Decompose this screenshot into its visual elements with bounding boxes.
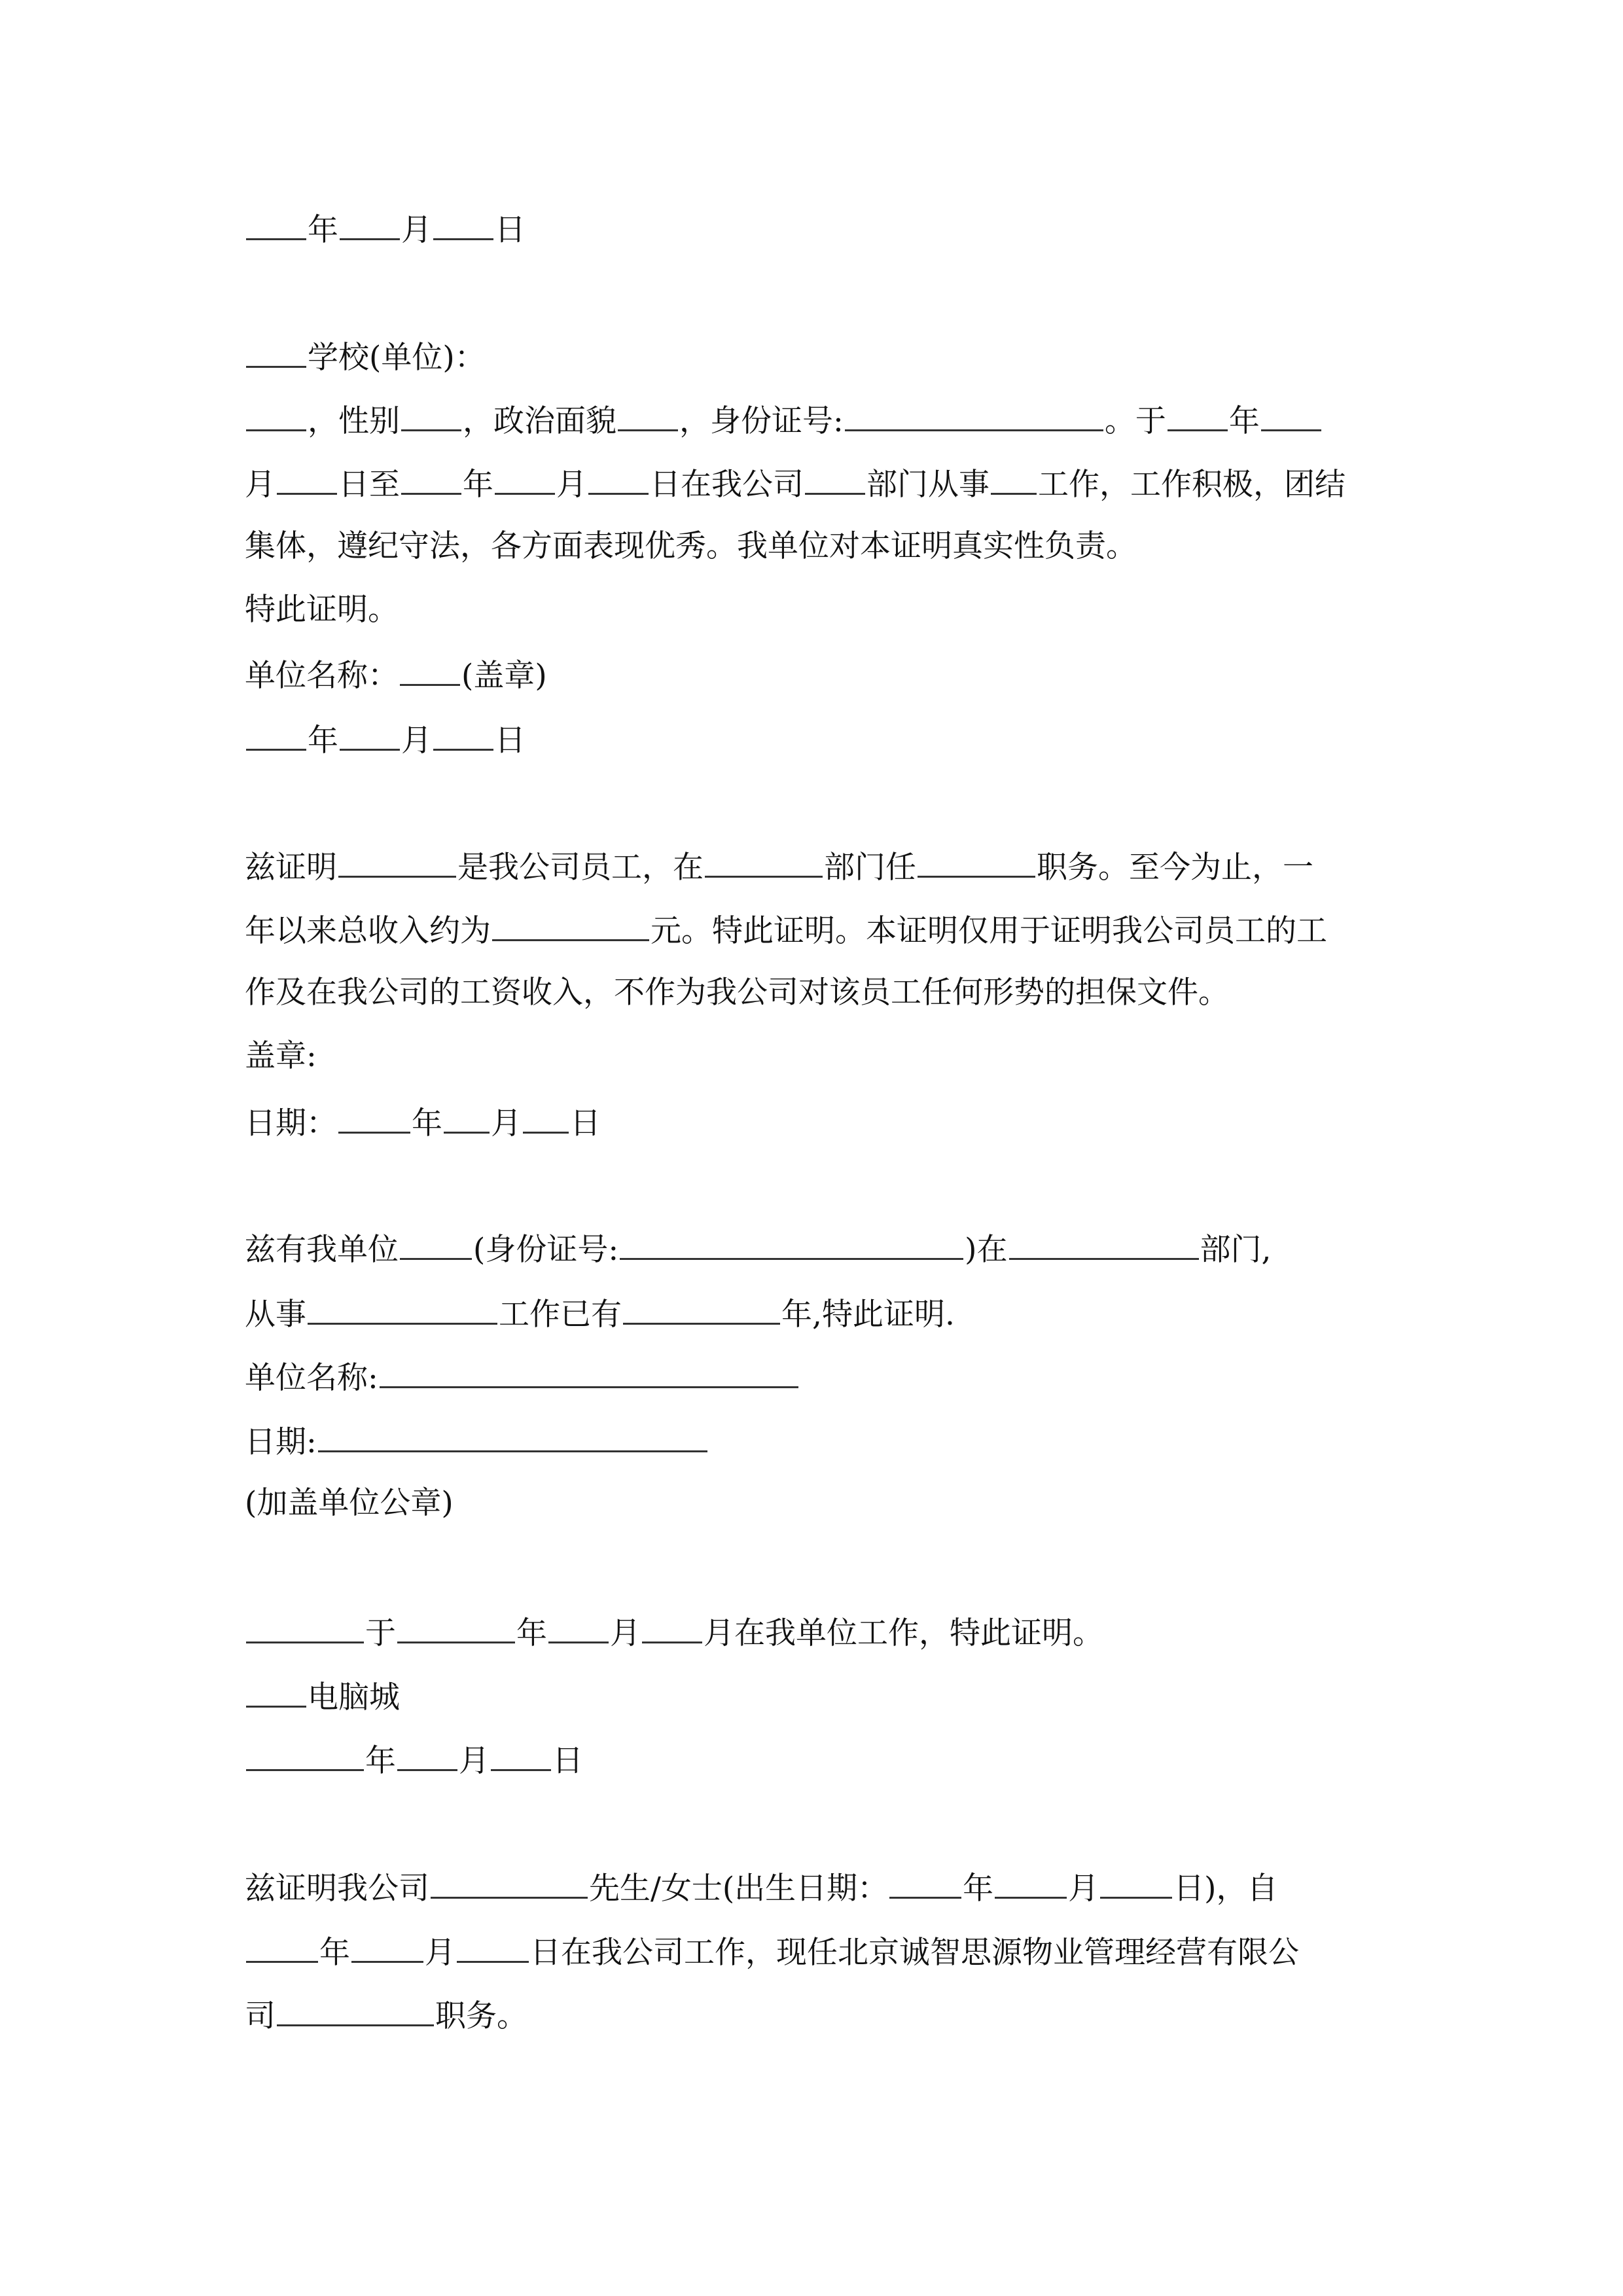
cert1-line1: ，性别 ，政治面貌 ，身份证号: 。于 年	[245, 399, 1383, 441]
blank-field[interactable]	[618, 399, 678, 431]
blank-field[interactable]	[805, 463, 865, 495]
date-field[interactable]	[318, 1420, 707, 1452]
blank-field[interactable]	[308, 1293, 497, 1325]
blank-field[interactable]	[246, 336, 306, 368]
blank-field[interactable]	[401, 399, 461, 431]
cert5-line3: 司 职务。	[245, 1994, 1383, 2036]
blank-field[interactable]	[246, 719, 306, 751]
blank-field[interactable]	[338, 1102, 410, 1134]
cert4-org: 电脑城	[245, 1676, 1383, 1717]
cert4-line1: 于 年 月 月在我单位工作，特此证明。	[245, 1611, 1383, 1653]
date-line-top: 年 月 日	[245, 208, 1383, 250]
blank-field[interactable]	[351, 1931, 423, 1963]
cert1-line2: 月 日至 年 月 日在我公司 部门从事 工作，工作积极，团结	[245, 463, 1383, 505]
cert2-line1: 兹证明 是我公司员工，在 部门任 职务。至今为止，一	[245, 846, 1383, 888]
blank-field[interactable]	[340, 208, 400, 240]
unit-name-field[interactable]	[380, 1356, 798, 1388]
blank-field[interactable]	[431, 1867, 588, 1899]
blank-field[interactable]	[397, 1739, 457, 1771]
cert1-unit-name: 单位名称： (盖章)	[245, 654, 1383, 696]
blank-field[interactable]	[642, 1611, 702, 1643]
blank-field[interactable]	[246, 1611, 364, 1643]
blank-field[interactable]	[433, 719, 493, 751]
blank-field[interactable]	[495, 463, 555, 495]
blank-field[interactable]	[401, 463, 461, 495]
blank-field[interactable]	[1009, 1228, 1199, 1260]
blank-field[interactable]	[588, 463, 649, 495]
blank-field[interactable]	[246, 1931, 318, 1963]
blank-field[interactable]	[548, 1611, 609, 1643]
blank-field[interactable]	[246, 1739, 364, 1771]
blank-field[interactable]	[995, 1867, 1067, 1899]
blank-field[interactable]	[491, 1739, 551, 1771]
cert3-line2: 从事 工作已有 年,特此证明.	[245, 1293, 1383, 1335]
blank-field[interactable]	[246, 399, 306, 431]
cert2-date: 日期： 年 月 日	[245, 1102, 1383, 1143]
cert5-line1: 兹证明我公司 先生/女士(出生日期： 年 月 日)，自	[245, 1867, 1383, 1909]
cert3-seal: (加盖单位公章)	[245, 1485, 454, 1521]
cert5-line2: 年 月 日在我公司工作，现任北京诚智思源物业管理经营有限公	[245, 1931, 1383, 1973]
cert1-date: 年 月 日	[245, 719, 1383, 761]
cert3-line1: 兹有我单位 (身份证号: )在 部门,	[245, 1228, 1383, 1270]
blank-field[interactable]	[1261, 399, 1321, 431]
blank-field[interactable]	[400, 654, 460, 686]
blank-field[interactable]	[246, 208, 306, 240]
blank-field[interactable]	[433, 208, 493, 240]
blank-field[interactable]	[457, 1931, 529, 1963]
cert2-line3: 作及在我公司的工资收入，不作为我公司对该员工任何形势的担保文件。	[245, 975, 1229, 1011]
cert1-line3: 集体，遵纪守法，各方面表现优秀。我单位对本证明真实性负责。	[245, 528, 1137, 564]
blank-field[interactable]	[889, 1867, 961, 1899]
blank-field[interactable]	[1100, 1867, 1172, 1899]
cert3-date: 日期:	[245, 1420, 1383, 1462]
cert3-unit-name: 单位名称:	[245, 1356, 1383, 1398]
cert1-salutation: 学校(单位)：	[245, 336, 1383, 378]
blank-field[interactable]	[623, 1293, 780, 1325]
cert2-line2: 年以来总收入约为 元。特此证明。本证明仅用于证明我公司员工的工	[245, 909, 1383, 951]
blank-field[interactable]	[400, 1228, 472, 1260]
id-number-field[interactable]	[620, 1228, 963, 1260]
blank-field[interactable]	[705, 846, 823, 878]
cert4-date: 年 月 日	[245, 1739, 1383, 1781]
blank-field[interactable]	[1168, 399, 1228, 431]
blank-field[interactable]	[277, 1994, 434, 2026]
blank-field[interactable]	[523, 1102, 569, 1134]
blank-field[interactable]	[918, 846, 1035, 878]
blank-field[interactable]	[246, 1676, 306, 1708]
blank-field[interactable]	[338, 846, 456, 878]
cert1-special: 特此证明。	[245, 592, 399, 628]
cert2-seal: 盖章:	[245, 1038, 317, 1074]
blank-field[interactable]	[340, 719, 400, 751]
blank-field[interactable]	[277, 463, 337, 495]
blank-field[interactable]	[991, 463, 1037, 495]
blank-field[interactable]	[397, 1611, 515, 1643]
id-number-field[interactable]	[845, 399, 1103, 431]
blank-field[interactable]	[492, 909, 649, 941]
blank-field[interactable]	[444, 1102, 490, 1134]
